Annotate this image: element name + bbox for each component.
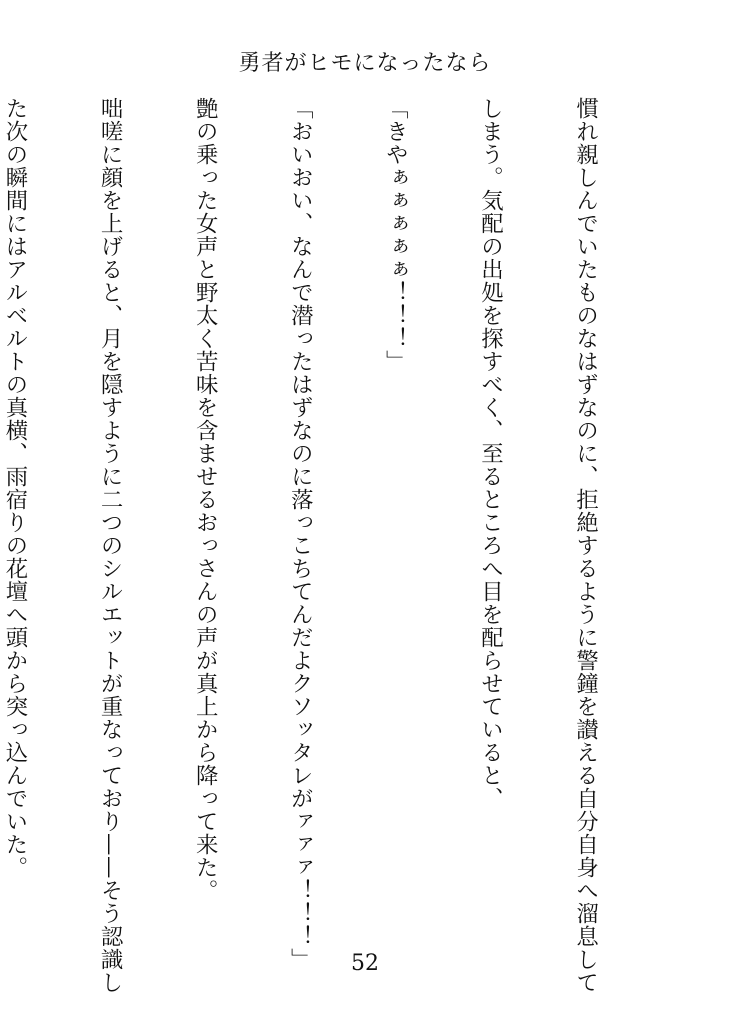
running-header: 勇者がヒモになったなら: [238, 51, 492, 76]
page-number: 52: [351, 951, 379, 976]
text-line: 「おいおい、なんで潜ったはずなのに落っこちてんだよクソッタレがァァァ！！！」: [287, 97, 314, 971]
text-line: 艶の乗った女声と野太く苦味を含ませるおっさんの声が真上から降って来た。: [192, 97, 219, 902]
text-line: た次の瞬間にはアルベルトの真横、雨宿りの花壇へ頭から突っ込んでいた。: [1, 97, 28, 879]
text-line: 咄嗟に顔を上げると、月を隠すように二つのシルエットが重なっており——そう認識し: [97, 97, 124, 994]
text-line: 慣れ親しんでいたものなはずなのに、拒絶するように警鐘を讃える自分自身へ溜息して: [572, 97, 599, 994]
text-line: しまう。気配の出処を探すべく、至るところへ目を配らせていると、: [477, 97, 504, 810]
text-line: 「きやぁぁぁぁぁ！！！」: [382, 97, 409, 373]
